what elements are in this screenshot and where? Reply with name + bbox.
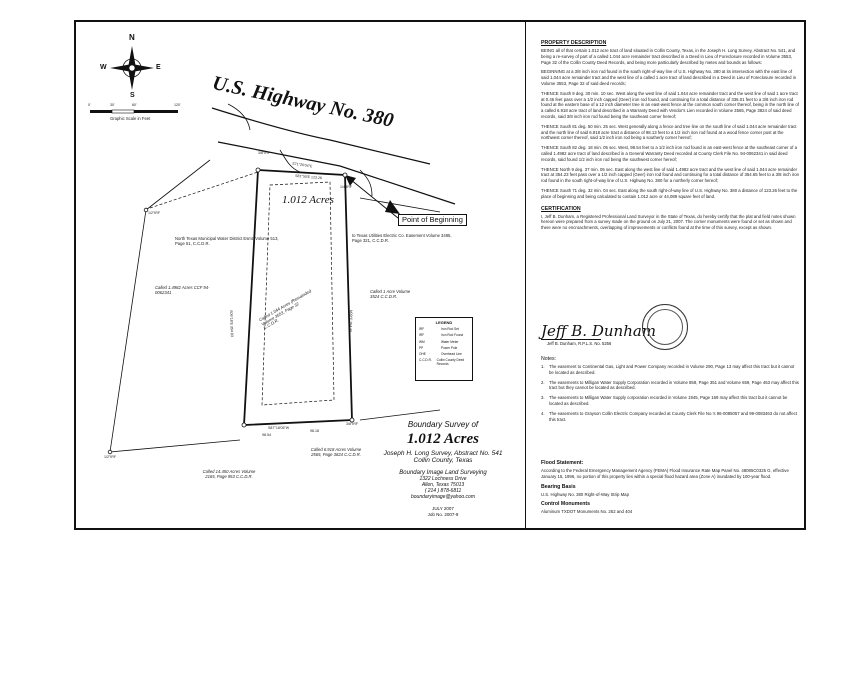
driveway-west — [228, 104, 250, 130]
highway-label: U.S. Highway No. 380 — [210, 72, 396, 132]
description-paragraph: THENCE South 71 deg. 32 min. 04 sec. East along the south right-of-way line of U.S. Highway No. 380 a distance of 123.26 feet to the place of beginning and being calculated to contain 1.012 acre or 44,089 square feet of land. — [541, 187, 798, 199]
adjoiner-line-ne — [360, 198, 440, 212]
title-block — [368, 420, 518, 517]
utility-easement-label: to Texas Utilities Electric Co. Easement Volume 3485, Page 321, C.C.D.R. — [352, 233, 452, 243]
water-district-label: North Texas Municipal Water District Esmt. Volume 513, Page 51, C.C.D.R. — [175, 236, 279, 246]
bearing-text: U.S. Highway No. 380 Right-of-Way Strip Map — [541, 491, 629, 497]
call-bottom-dist-right: 98.18 — [310, 429, 319, 433]
call-top-w: 3/8"IRF — [258, 151, 271, 155]
property-description — [541, 40, 799, 235]
legend-row: C.C.D.R. Collin County Deed Records — [419, 358, 465, 367]
compass-south: S — [130, 92, 135, 99]
adjoiner-1044-label: Called 1.044 Acres (Remainder) Volume 3553, Page 32 C.C.D.R. — [258, 288, 313, 331]
certification-text: I, Jeff B. Dunham, a Registered Professional Land Surveyor in the State of Texas, do hereby certify that the plat and field notes shown hereon were prepared from a survey made on the ground on July 21, 2007. The corner monuments were found or set as shown and there were no encroachments, overlapping of improvements or conflicts found at the time of this survey, except as shown. — [541, 213, 796, 231]
notes-heading: Notes: — [541, 356, 556, 362]
flood-text: According to the Federal Emergency Management Agency (FEMA) Flood Insurance Rate Map Panel No. 48085C0325 G, effective January 15, 1996, no portion of this property lies within a special flood hazard area (Zone A) inundated by 100-year flood. — [541, 468, 789, 479]
call-bottom-e: 3/8"IRF — [346, 422, 359, 426]
legend-row: OHE Overhead Line — [419, 351, 462, 356]
pob-label: Point of Beginning — [398, 214, 467, 226]
flood-heading: Flood Statement: — [541, 460, 584, 466]
adjoiner-6918-label: Called 6.918 Acres Volume 2565, Page 3824 C.C.D.R. — [310, 447, 362, 457]
legend-row: IRF Iron Rod Found — [419, 333, 464, 338]
scale-tick-0: 0' — [88, 103, 91, 107]
survey-date: JULY 2007 — [432, 506, 454, 511]
scale-tick-30: 30' — [110, 103, 115, 107]
note-item: 2. The easements to Milligan Water Supply Corporation recorded in Volume 858, Page 351 and Volume 659, Page 463 may affect this tract but they cannot be located as described. — [541, 379, 799, 391]
easement-line — [150, 172, 258, 208]
description-heading: PROPERTY DESCRIPTION — [541, 40, 607, 46]
legend-box — [415, 317, 473, 381]
company-name: Boundary Image Land Surveying — [399, 470, 487, 476]
call-top-e: 1/4"IRF — [340, 185, 353, 189]
compass-rose-icon — [110, 46, 154, 90]
legend-title: LEGEND — [435, 320, 453, 325]
certification-heading: CERTIFICATION — [541, 205, 581, 212]
call-bottom-bearing: S87°18'05"W — [268, 426, 290, 430]
note-item: 3. The easements to Milligan Water Supply corporation recorded in Volume 1945, Page 169 may affect this tract but it cannot be located as described. — [541, 395, 788, 406]
note-item: 1. The easement to Continental Gas, Light and Power Company recorded in Volume 290, Page 13 may affect this tract but it cannot be located as described. — [541, 364, 795, 375]
adjoiner-line-nw — [146, 160, 210, 210]
compass-north: N — [129, 33, 135, 42]
company-address-1: 1322 Lochness Drive — [419, 476, 467, 482]
adjoiner-1acre-label: Called 1 Acre Volume 3524 C.C.D.R. — [370, 289, 411, 299]
legend-row: PP Power Pole — [419, 345, 458, 350]
highway-row-line-south — [218, 142, 455, 204]
call-west-line: S09°18'E 354.83 — [229, 309, 234, 337]
surveyor-seal-icon — [642, 304, 688, 350]
call-ne: S81°50'E 123.26 — [294, 173, 323, 181]
description-paragraph: THENCE South 81 deg. 50 min. 25 sec. West generally along a fence and tree line on the south line of said 1.044 acre remainder tract and the north line of said 6.918 acre tract a distance of 98.13 feet to a 1/2 inch iron rod found at a wood fence corner post at the northwest corner thereof, said 1/2 inch iron rod being a southerly corner hereof; — [541, 123, 797, 141]
adjoiner-14982-label: Called 1.4982 Acres CCF 94-0062341 — [155, 285, 210, 295]
flood-bearing-section — [541, 460, 799, 519]
title-acreage: 1.012 Acres — [407, 431, 479, 447]
compass-west: W — [100, 64, 107, 71]
scale-caption: Graphic Scale in Feet — [110, 116, 151, 121]
iron-rod-southwest-icon — [108, 450, 112, 454]
legend-row: IRF Iron Rod Set — [419, 327, 459, 332]
iron-rod-ne-icon — [343, 173, 347, 177]
notes-section — [541, 356, 799, 426]
surveyor-signature: Jeff B. Dunham — [541, 322, 657, 340]
monuments-text: Aluminum TXDOT Monuments No. 262 and 404 — [541, 509, 633, 515]
job-number: Job No. 2007-9 — [427, 512, 459, 517]
compass-east: E — [156, 64, 161, 71]
legend-row: WM Water Meter — [419, 339, 459, 344]
title-county: Collin County, Texas — [413, 457, 473, 464]
driveway-center — [280, 150, 300, 172]
company-phone: ( 214 ) 878-6811 — [424, 488, 462, 494]
title-line-1: Boundary Survey of — [407, 420, 479, 429]
description-paragraph: BEING all of that certain 1.012 acre tract of land situated in Collin County, Texas, in the Joseph H. Long Survey, Abstract No. 541, and being a re-survey of part of a called 1.044 acre remainder tract described in a Deed in Lieu of Foreclosure recorded in Volume 3553, Page 32 of the Collin County Deed Records, and being more particularly described by metes and bounds as follows: — [541, 48, 796, 65]
note-item: 4. The easements to Grayson Collin Electric Company recorded at County Clerk File No.'s 96-0085057 and 99-0083463 do not affect this tract. — [541, 410, 797, 422]
description-paragraph: THENCE North 9 deg. 37 min. 05 sec. East along the west line of said 1.4982 acre tract and the west line of said 1.044 acre remainder tract at 354.23 feet pass over a 1/2 inch capped (Geer) iron rod found and continuing for a total distance of 354.65 feet to a 3/8 inch iron rod found in the south right-of-way line of U.S. Highway No. 380 for a northerly corner hereof; — [541, 166, 799, 184]
signature-caption: Jeff B. Dunham, R.P.L.S. No. 5256 — [547, 341, 612, 346]
adjoiner-line-sw — [110, 440, 240, 452]
call-top-bearing: S71°26'04"E — [291, 161, 313, 169]
description-paragraph: THENCE South 82 deg. 18 min. 05 sec. West, 98.54 feet to a 1/2 inch iron rod found in an east-west fence at the southeast corner of a called 1.4982 acre tract of land described in a General Warranty Deed recorded at County Clerk File No. 94-0062341 in said deed records, said found 1/2 inch iron rod being the southwest corner hereof; — [541, 145, 797, 162]
call-sw-corner: 1/2"IRF — [104, 455, 117, 459]
iron-rod-sw-icon — [242, 423, 246, 427]
monuments-heading: Control Monuments — [541, 501, 590, 508]
call-bottom-dist-left: 98.54 — [262, 433, 271, 437]
description-paragraph: THENCE South 9 deg. 30 min. 10 sec. West along the west line of said 1.044 acre remainder tract and the west line of said 1 acre tract at 0.46 feet pass over a 1/2 inch capped (Geer) iron rod found, and continuing for a total distance of 336.01 feet to a 3/8 inch iron rod found at the eastern base of a 12 inch diameter tree in an east-west fence at the common south corner thereof, being in the north line of a called 6.918 acre tract of land described in a Warranty Deed with Vendor's Lien recorded in Volume 3565, Page 3824 of said deed records, said 3/8 inch iron rod found being the southeast corner hereof; — [541, 90, 799, 119]
iron-rod-nw-icon — [256, 168, 260, 172]
company-email: boundaryimage@yahoo.com — [410, 494, 475, 500]
scale-tick-60: 60' — [132, 103, 137, 107]
title-survey: Joseph H. Long Survey, Abstract No. 541 — [383, 450, 503, 457]
description-paragraph: BEGINNING at a 3/8 inch iron rod found in the south right-of-way line of U.S. Highway No. 380 at its intersection with the east line of said 1.044 acre remainder tract and the west line of a called 1 acre tract of land described in a Deed in Lieu of Foreclosure recorded in Volume 3553, Page 32 of said deed records; — [541, 69, 797, 86]
scale-tick-120: 120' — [174, 103, 181, 107]
signature-line — [541, 339, 601, 340]
company-address-2: Allen, Texas 75013 — [421, 482, 465, 488]
adjoiner-line-se — [360, 410, 440, 420]
graphic-scale — [90, 110, 178, 113]
adjoiner-14450-label: Called 14.450 Acres Volume 2165, Page 953 C.C.D.R. — [202, 469, 256, 479]
pob-arrow-icon — [345, 175, 400, 218]
adjoiner-line-west — [110, 210, 146, 452]
plat-acreage-label: 1.012 Acres — [282, 194, 334, 206]
bearing-heading: Bearing Basis — [541, 483, 576, 490]
call-east-line: N09°E 354.65 — [348, 309, 353, 333]
call-left-corner: 1/2"IRF — [148, 211, 161, 215]
